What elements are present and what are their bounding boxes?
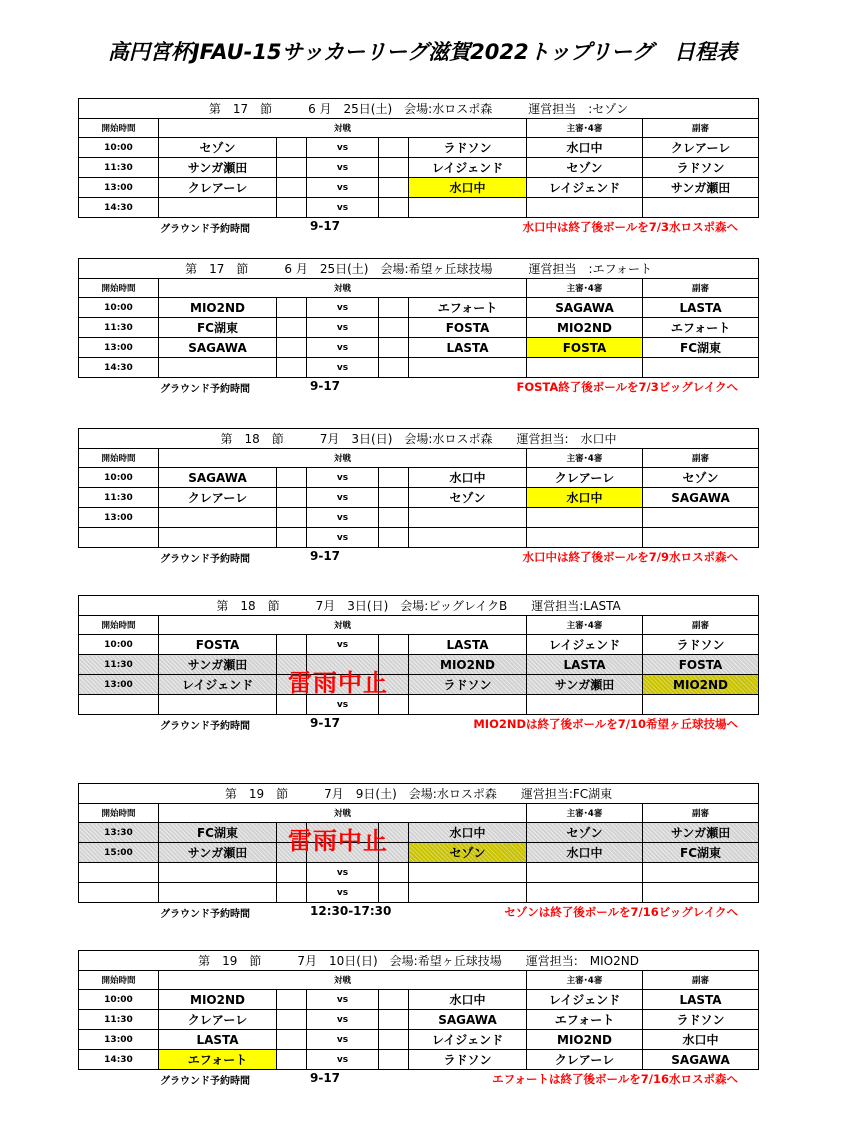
vs-label: vs	[307, 635, 379, 655]
ground-reservation-label: グラウンド予約時間	[160, 1076, 250, 1087]
match-row	[79, 178, 759, 198]
col-ref-main-header: 主審･4審	[527, 804, 643, 823]
home-team: SAGAWA	[159, 468, 277, 488]
away-team	[409, 883, 527, 903]
spacer-cell	[379, 198, 409, 218]
home-team: MIO2ND	[159, 298, 277, 318]
match-row	[79, 655, 759, 675]
home-team	[159, 863, 277, 883]
spacer-cell	[277, 990, 307, 1010]
start-time: 13:00	[79, 508, 159, 528]
main-referee: MIO2ND	[527, 1030, 643, 1050]
schedule-block	[78, 950, 758, 1088]
start-time: 10:00	[79, 468, 159, 488]
start-time: 14:30	[79, 358, 159, 378]
ball-transfer-note: セゾンは終了後ボールを7/16ビッグレイクへ	[504, 905, 738, 919]
match-row	[79, 298, 759, 318]
assistant-referee: FC湖東	[643, 843, 759, 863]
main-referee: MIO2ND	[527, 318, 643, 338]
home-team: サンガ瀬田	[159, 655, 277, 675]
main-referee: 水口中	[527, 488, 643, 508]
start-time: 11:30	[79, 1010, 159, 1030]
main-referee: セゾン	[527, 158, 643, 178]
main-referee: 水口中	[527, 138, 643, 158]
assistant-referee: エフォート	[643, 318, 759, 338]
start-time	[79, 695, 159, 715]
main-referee	[527, 358, 643, 378]
schedule-table	[78, 98, 759, 218]
away-team: ラドソン	[409, 675, 527, 695]
match-row	[79, 1030, 759, 1050]
start-time: 13:00	[79, 178, 159, 198]
ground-reservation-time: 9-17	[310, 716, 341, 730]
vs-label: vs	[307, 508, 379, 528]
match-row	[79, 338, 759, 358]
spacer-cell	[379, 635, 409, 655]
start-time: 10:00	[79, 138, 159, 158]
vs-label: vs	[307, 883, 379, 903]
assistant-referee	[643, 695, 759, 715]
assistant-referee: LASTA	[643, 298, 759, 318]
spacer-cell	[379, 178, 409, 198]
spacer-cell	[379, 990, 409, 1010]
vs-label: vs	[307, 358, 379, 378]
start-time: 15:00	[79, 843, 159, 863]
main-referee: SAGAWA	[527, 298, 643, 318]
away-team: セゾン	[409, 843, 527, 863]
match-row	[79, 635, 759, 655]
assistant-referee: LASTA	[643, 990, 759, 1010]
main-referee: 水口中	[527, 843, 643, 863]
start-time: 14:30	[79, 198, 159, 218]
main-referee	[527, 198, 643, 218]
ground-reservation-time: 12:30-17:30	[310, 904, 392, 918]
block-header: 第 18 節 7月 3日(日) 会場:水ロスポ森 運営担当: 水口中	[79, 429, 759, 449]
main-referee	[527, 508, 643, 528]
away-team	[409, 358, 527, 378]
assistant-referee: FC湖東	[643, 338, 759, 358]
col-match-header: 対戦	[159, 971, 527, 990]
match-row	[79, 843, 759, 863]
schedule-block	[78, 258, 758, 396]
start-time: 13:30	[79, 823, 159, 843]
assistant-referee: ラドソン	[643, 635, 759, 655]
col-time-header: 開始時間	[79, 616, 159, 635]
block-footer	[78, 715, 758, 733]
assistant-referee: セゾン	[643, 468, 759, 488]
schedule-table	[78, 783, 759, 903]
col-match-header: 対戦	[159, 804, 527, 823]
spacer-cell	[379, 158, 409, 178]
away-team: LASTA	[409, 635, 527, 655]
spacer-cell	[277, 488, 307, 508]
vs-label: vs	[307, 528, 379, 548]
spacer-cell	[277, 508, 307, 528]
home-team: セゾン	[159, 138, 277, 158]
col-time-header: 開始時間	[79, 119, 159, 138]
away-team	[409, 528, 527, 548]
col-ref-sub-header: 副審	[643, 804, 759, 823]
home-team: クレアーレ	[159, 488, 277, 508]
match-row	[79, 883, 759, 903]
vs-label: vs	[307, 1010, 379, 1030]
away-team: FOSTA	[409, 318, 527, 338]
spacer-cell	[379, 318, 409, 338]
page-title: 高円宮杯JFAU-15サッカーリーグ滋賀2022トップリーグ 日程表	[107, 40, 738, 64]
home-team: MIO2ND	[159, 990, 277, 1010]
col-match-header: 対戦	[159, 279, 527, 298]
vs-label: vs	[307, 158, 379, 178]
away-team: ラドソン	[409, 1050, 527, 1070]
main-referee: サンガ瀬田	[527, 675, 643, 695]
block-footer	[78, 218, 758, 236]
vs-label: vs	[307, 863, 379, 883]
col-ref-sub-header: 副審	[643, 119, 759, 138]
match-row	[79, 318, 759, 338]
assistant-referee: 水口中	[643, 1030, 759, 1050]
home-team: FC湖東	[159, 823, 277, 843]
spacer-cell	[277, 298, 307, 318]
spacer-cell	[277, 178, 307, 198]
ball-transfer-note: 水口中は終了後ボールを7/3水ロスポ森へ	[522, 220, 738, 234]
match-row	[79, 990, 759, 1010]
away-team	[409, 198, 527, 218]
col-ref-main-header: 主審･4審	[527, 279, 643, 298]
home-team: クレアーレ	[159, 1010, 277, 1030]
ground-reservation-label: グラウンド予約時間	[160, 554, 250, 565]
spacer-cell	[277, 1010, 307, 1030]
ground-reservation-label: グラウンド予約時間	[160, 384, 250, 395]
match-row	[79, 488, 759, 508]
main-referee	[527, 883, 643, 903]
main-referee: クレアーレ	[527, 468, 643, 488]
away-team: MIO2ND	[409, 655, 527, 675]
match-row	[79, 1050, 759, 1070]
vs-label: vs	[307, 318, 379, 338]
start-time	[79, 528, 159, 548]
match-row	[79, 675, 759, 695]
col-match-header: 対戦	[159, 119, 527, 138]
away-team	[409, 508, 527, 528]
home-team: サンガ瀬田	[159, 843, 277, 863]
main-referee: レイジェンド	[527, 990, 643, 1010]
main-referee	[527, 863, 643, 883]
home-team: FOSTA	[159, 635, 277, 655]
assistant-referee	[643, 198, 759, 218]
assistant-referee: FOSTA	[643, 655, 759, 675]
home-team: SAGAWA	[159, 338, 277, 358]
assistant-referee	[643, 863, 759, 883]
away-team: エフォート	[409, 298, 527, 318]
col-match-header: 対戦	[159, 616, 527, 635]
cancellation-label: 雷雨中止	[288, 669, 388, 697]
home-team: クレアーレ	[159, 178, 277, 198]
home-team	[159, 695, 277, 715]
match-row	[79, 695, 759, 715]
home-team: レイジェンド	[159, 675, 277, 695]
assistant-referee: サンガ瀬田	[643, 823, 759, 843]
col-ref-sub-header: 副審	[643, 279, 759, 298]
schedule-table	[78, 258, 759, 378]
away-team: 水口中	[409, 823, 527, 843]
away-team: SAGAWA	[409, 1010, 527, 1030]
away-team: セゾン	[409, 488, 527, 508]
col-ref-sub-header: 副審	[643, 616, 759, 635]
ground-reservation-time: 9-17	[310, 219, 341, 233]
vs-label: vs	[307, 1030, 379, 1050]
match-row	[79, 468, 759, 488]
spacer-cell	[379, 358, 409, 378]
match-row	[79, 528, 759, 548]
col-ref-main-header: 主審･4審	[527, 616, 643, 635]
col-ref-sub-header: 副審	[643, 971, 759, 990]
assistant-referee	[643, 528, 759, 548]
block-footer	[78, 548, 758, 566]
spacer-cell	[277, 635, 307, 655]
schedule-block	[78, 428, 758, 566]
home-team	[159, 198, 277, 218]
col-ref-main-header: 主審･4審	[527, 449, 643, 468]
vs-label: vs	[307, 338, 379, 358]
spacer-cell	[379, 298, 409, 318]
vs-label: vs	[307, 138, 379, 158]
start-time: 11:30	[79, 158, 159, 178]
away-team: 水口中	[409, 178, 527, 198]
spacer-cell	[379, 1050, 409, 1070]
spacer-cell	[277, 158, 307, 178]
start-time: 10:00	[79, 990, 159, 1010]
vs-label: vs	[307, 198, 379, 218]
assistant-referee: サンガ瀬田	[643, 178, 759, 198]
assistant-referee: ラドソン	[643, 1010, 759, 1030]
block-header: 第 18 節 7月 3日(日) 会場:ビッグレイクB 運営担当:LASTA	[79, 596, 759, 616]
ball-transfer-note: 水口中は終了後ボールを7/9水ロスポ森へ	[522, 550, 738, 564]
spacer-cell	[379, 863, 409, 883]
assistant-referee	[643, 883, 759, 903]
assistant-referee: SAGAWA	[643, 488, 759, 508]
assistant-referee: MIO2ND	[643, 675, 759, 695]
spacer-cell	[379, 1030, 409, 1050]
spacer-cell	[379, 338, 409, 358]
vs-label: vs	[307, 1050, 379, 1070]
spacer-cell	[277, 358, 307, 378]
ground-reservation-label: グラウンド予約時間	[160, 224, 250, 235]
spacer-cell	[277, 1050, 307, 1070]
home-team: サンガ瀬田	[159, 158, 277, 178]
assistant-referee: ラドソン	[643, 158, 759, 178]
ground-reservation-time: 9-17	[310, 1071, 341, 1085]
ball-transfer-note: エフォートは終了後ボールを7/16水ロスポ森へ	[492, 1072, 738, 1086]
spacer-cell	[379, 488, 409, 508]
block-footer	[78, 903, 758, 921]
home-team	[159, 528, 277, 548]
start-time: 10:00	[79, 635, 159, 655]
home-team	[159, 508, 277, 528]
start-time: 11:30	[79, 655, 159, 675]
main-referee: クレアーレ	[527, 1050, 643, 1070]
start-time: 13:00	[79, 338, 159, 358]
ground-reservation-label: グラウンド予約時間	[160, 721, 250, 732]
away-team	[409, 695, 527, 715]
schedule-block	[78, 783, 758, 921]
block-header: 第 17 節 6 月 25日(土) 会場:希望ヶ丘球技場 運営担当 :エフォート	[79, 259, 759, 279]
cancellation-label: 雷雨中止	[288, 827, 388, 855]
start-time: 10:00	[79, 298, 159, 318]
home-team	[159, 883, 277, 903]
vs-label: vs	[307, 695, 379, 715]
start-time: 13:00	[79, 675, 159, 695]
match-row	[79, 138, 759, 158]
assistant-referee: クレアーレ	[643, 138, 759, 158]
spacer-cell	[379, 1010, 409, 1030]
main-referee: エフォート	[527, 1010, 643, 1030]
block-header: 第 19 節 7月 10日(日) 会場:希望ヶ丘球技場 運営担当: MIO2ND	[79, 951, 759, 971]
col-time-header: 開始時間	[79, 449, 159, 468]
spacer-cell	[277, 468, 307, 488]
spacer-cell	[277, 338, 307, 358]
col-time-header: 開始時間	[79, 279, 159, 298]
away-team: ラドソン	[409, 138, 527, 158]
ground-reservation-label: グラウンド予約時間	[160, 909, 250, 920]
ball-transfer-note: MIO2NDは終了後ボールを7/10希望ヶ丘球技場へ	[473, 717, 738, 731]
schedule-block	[78, 595, 758, 733]
col-ref-main-header: 主審･4審	[527, 119, 643, 138]
home-team	[159, 358, 277, 378]
col-time-header: 開始時間	[79, 804, 159, 823]
match-row	[79, 1010, 759, 1030]
ball-transfer-note: FOSTA終了後ボールを7/3ビッグレイクへ	[516, 380, 738, 394]
ground-reservation-time: 9-17	[310, 549, 341, 563]
start-time: 14:30	[79, 1050, 159, 1070]
match-row	[79, 508, 759, 528]
spacer-cell	[277, 138, 307, 158]
start-time: 11:30	[79, 318, 159, 338]
away-team: LASTA	[409, 338, 527, 358]
spacer-cell	[277, 863, 307, 883]
main-referee	[527, 528, 643, 548]
col-ref-sub-header: 副審	[643, 449, 759, 468]
col-match-header: 対戦	[159, 449, 527, 468]
home-team: LASTA	[159, 1030, 277, 1050]
start-time	[79, 883, 159, 903]
main-referee: セゾン	[527, 823, 643, 843]
vs-label: vs	[307, 298, 379, 318]
spacer-cell	[379, 883, 409, 903]
away-team: レイジェンド	[409, 1030, 527, 1050]
match-row	[79, 863, 759, 883]
col-time-header: 開始時間	[79, 971, 159, 990]
main-referee	[527, 695, 643, 715]
col-ref-main-header: 主審･4審	[527, 971, 643, 990]
main-referee: レイジェンド	[527, 635, 643, 655]
assistant-referee	[643, 358, 759, 378]
spacer-cell	[277, 883, 307, 903]
spacer-cell	[277, 1030, 307, 1050]
start-time: 13:00	[79, 1030, 159, 1050]
match-row	[79, 158, 759, 178]
spacer-cell	[277, 528, 307, 548]
away-team: レイジェンド	[409, 158, 527, 178]
schedule-table	[78, 428, 759, 548]
spacer-cell	[379, 468, 409, 488]
main-referee: FOSTA	[527, 338, 643, 358]
start-time	[79, 863, 159, 883]
match-row	[79, 823, 759, 843]
schedule-block	[78, 98, 758, 236]
vs-label: vs	[307, 178, 379, 198]
block-footer	[78, 378, 758, 396]
away-team	[409, 863, 527, 883]
block-footer	[78, 1070, 758, 1088]
schedule-table	[78, 595, 759, 715]
home-team: エフォート	[159, 1050, 277, 1070]
ground-reservation-time: 9-17	[310, 379, 341, 393]
vs-label: vs	[307, 990, 379, 1010]
block-header: 第 19 節 7月 9日(土) 会場:水ロスポ森 運営担当:FC湖東	[79, 784, 759, 804]
away-team: 水口中	[409, 468, 527, 488]
assistant-referee	[643, 508, 759, 528]
vs-label: vs	[307, 468, 379, 488]
match-row	[79, 358, 759, 378]
start-time: 11:30	[79, 488, 159, 508]
match-row	[79, 198, 759, 218]
spacer-cell	[277, 198, 307, 218]
main-referee: レイジェンド	[527, 178, 643, 198]
vs-label: vs	[307, 488, 379, 508]
home-team: FC湖東	[159, 318, 277, 338]
block-header: 第 17 節 6 月 25日(土) 会場:水ロスポ森 運営担当 :セゾン	[79, 99, 759, 119]
spacer-cell	[379, 508, 409, 528]
spacer-cell	[379, 528, 409, 548]
spacer-cell	[379, 138, 409, 158]
main-referee: LASTA	[527, 655, 643, 675]
schedule-table	[78, 950, 759, 1070]
away-team: 水口中	[409, 990, 527, 1010]
assistant-referee: SAGAWA	[643, 1050, 759, 1070]
spacer-cell	[277, 318, 307, 338]
